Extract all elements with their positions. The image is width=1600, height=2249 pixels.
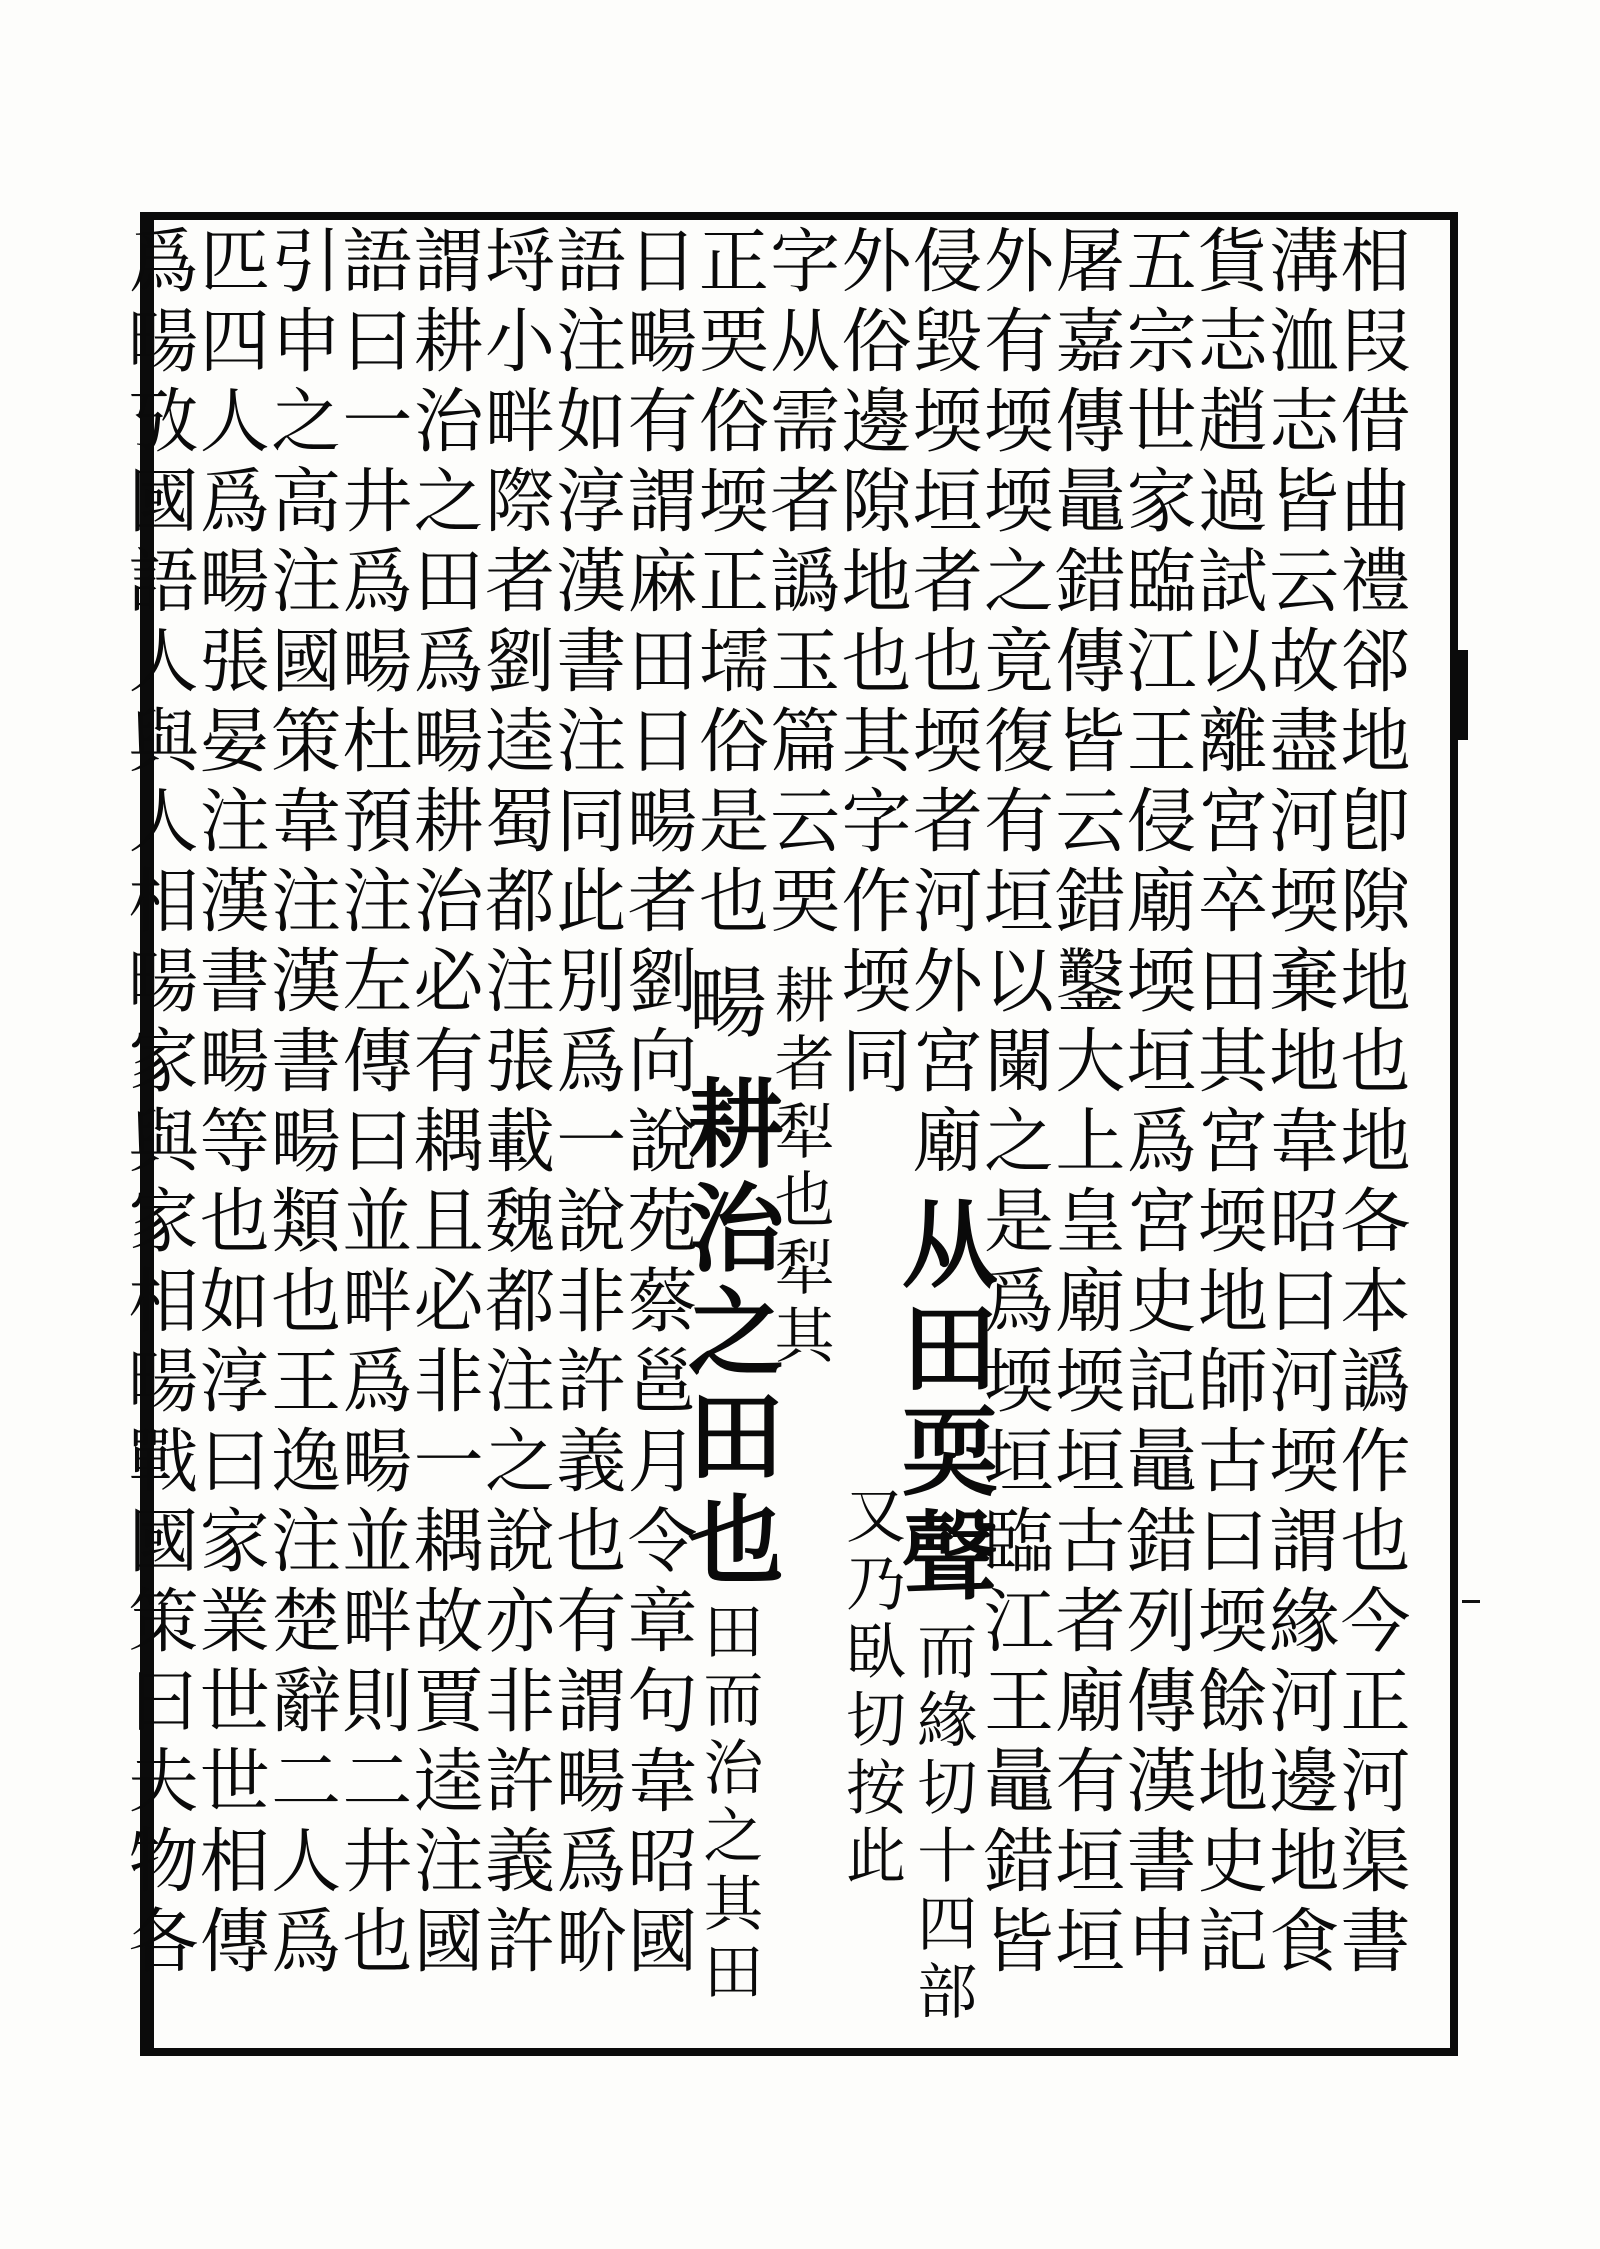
- margin-tick: [1462, 1600, 1480, 1603]
- column-text: 相叚借曲禮郤地卽隙地也地各本譌作也今正河渠書: [1329, 224, 1411, 1984]
- fanqie-note: 而緣切十四部: [907, 1620, 978, 2028]
- column-text: 侵毀堧垣者也堧者河外宮廟: [901, 224, 984, 1184]
- text-column-18: [113, 224, 203, 1984]
- column-text: 語曰一井爲畼杜預注左傳曰並畔爲畼並畔則二井也: [330, 224, 413, 1984]
- column-text: 語注如淳漢書注同此別爲一說非許義也有謂畼爲畍: [544, 224, 627, 1984]
- binding-tab-mark: [1454, 650, 1468, 740]
- column-text: 字从需者譌玉篇云䙲: [758, 224, 841, 944]
- column-text: 匹四人爲畼張晏注漢書畼等也如淳曰家業世世相傳: [188, 224, 271, 1984]
- note-text: 耕者犁也犁其: [764, 964, 835, 1372]
- column-text: 貨志趙過試以離宮卒田其宮堧地師古曰堧餘地史記: [1186, 224, 1269, 1984]
- column-text: 引申之高注國策韋注漢書畼類也王逸注楚辭二人爲: [259, 224, 342, 1984]
- seal-script-character: 畼: [689, 959, 768, 1049]
- entry-gloss: 从田耎聲: [886, 1194, 1000, 1610]
- entry-definition: 耕治之田也: [672, 1074, 786, 1594]
- column-text: 溝洫志皆云故盡河堧棄地韋昭曰河堧謂緣河邊地食: [1257, 224, 1340, 1984]
- column-text: 日畼有謂麻田日畼者劉向說苑蔡邕月令章句韋昭國: [616, 224, 699, 1984]
- note-text: 田而治之其田: [693, 1600, 764, 2008]
- column-text: 謂耕治之田爲畼耕治必有耦且必非一耦故賈逵注國: [402, 224, 485, 1984]
- column-text: 爲畼攷國語人與人相畼家與家相畼戰國策曰夫物各: [117, 224, 199, 1984]
- column-text: 外俗邊隙地也其字作堧同: [829, 224, 912, 1104]
- column-text: 屠嘉傳鼂錯傳皆云錯鑿大上皇廟堧垣古者廟有垣垣: [1043, 224, 1126, 1984]
- column-text: 埒小畔際者劉逵蜀都注張載魏都注之說亦非許義許: [473, 224, 556, 1984]
- column-text: 正䙲俗堧正壖俗是也: [687, 224, 770, 944]
- column-text: 外有堧堧之竟復有垣以闌之是爲堧垣臨江王鼂錯皆: [972, 224, 1055, 1984]
- note-text: 又乃臥切按此: [835, 1484, 906, 1892]
- column-text: 五宗世家臨江王侵廟堧垣爲宮史記鼂錯列傳漢書申: [1115, 224, 1198, 1984]
